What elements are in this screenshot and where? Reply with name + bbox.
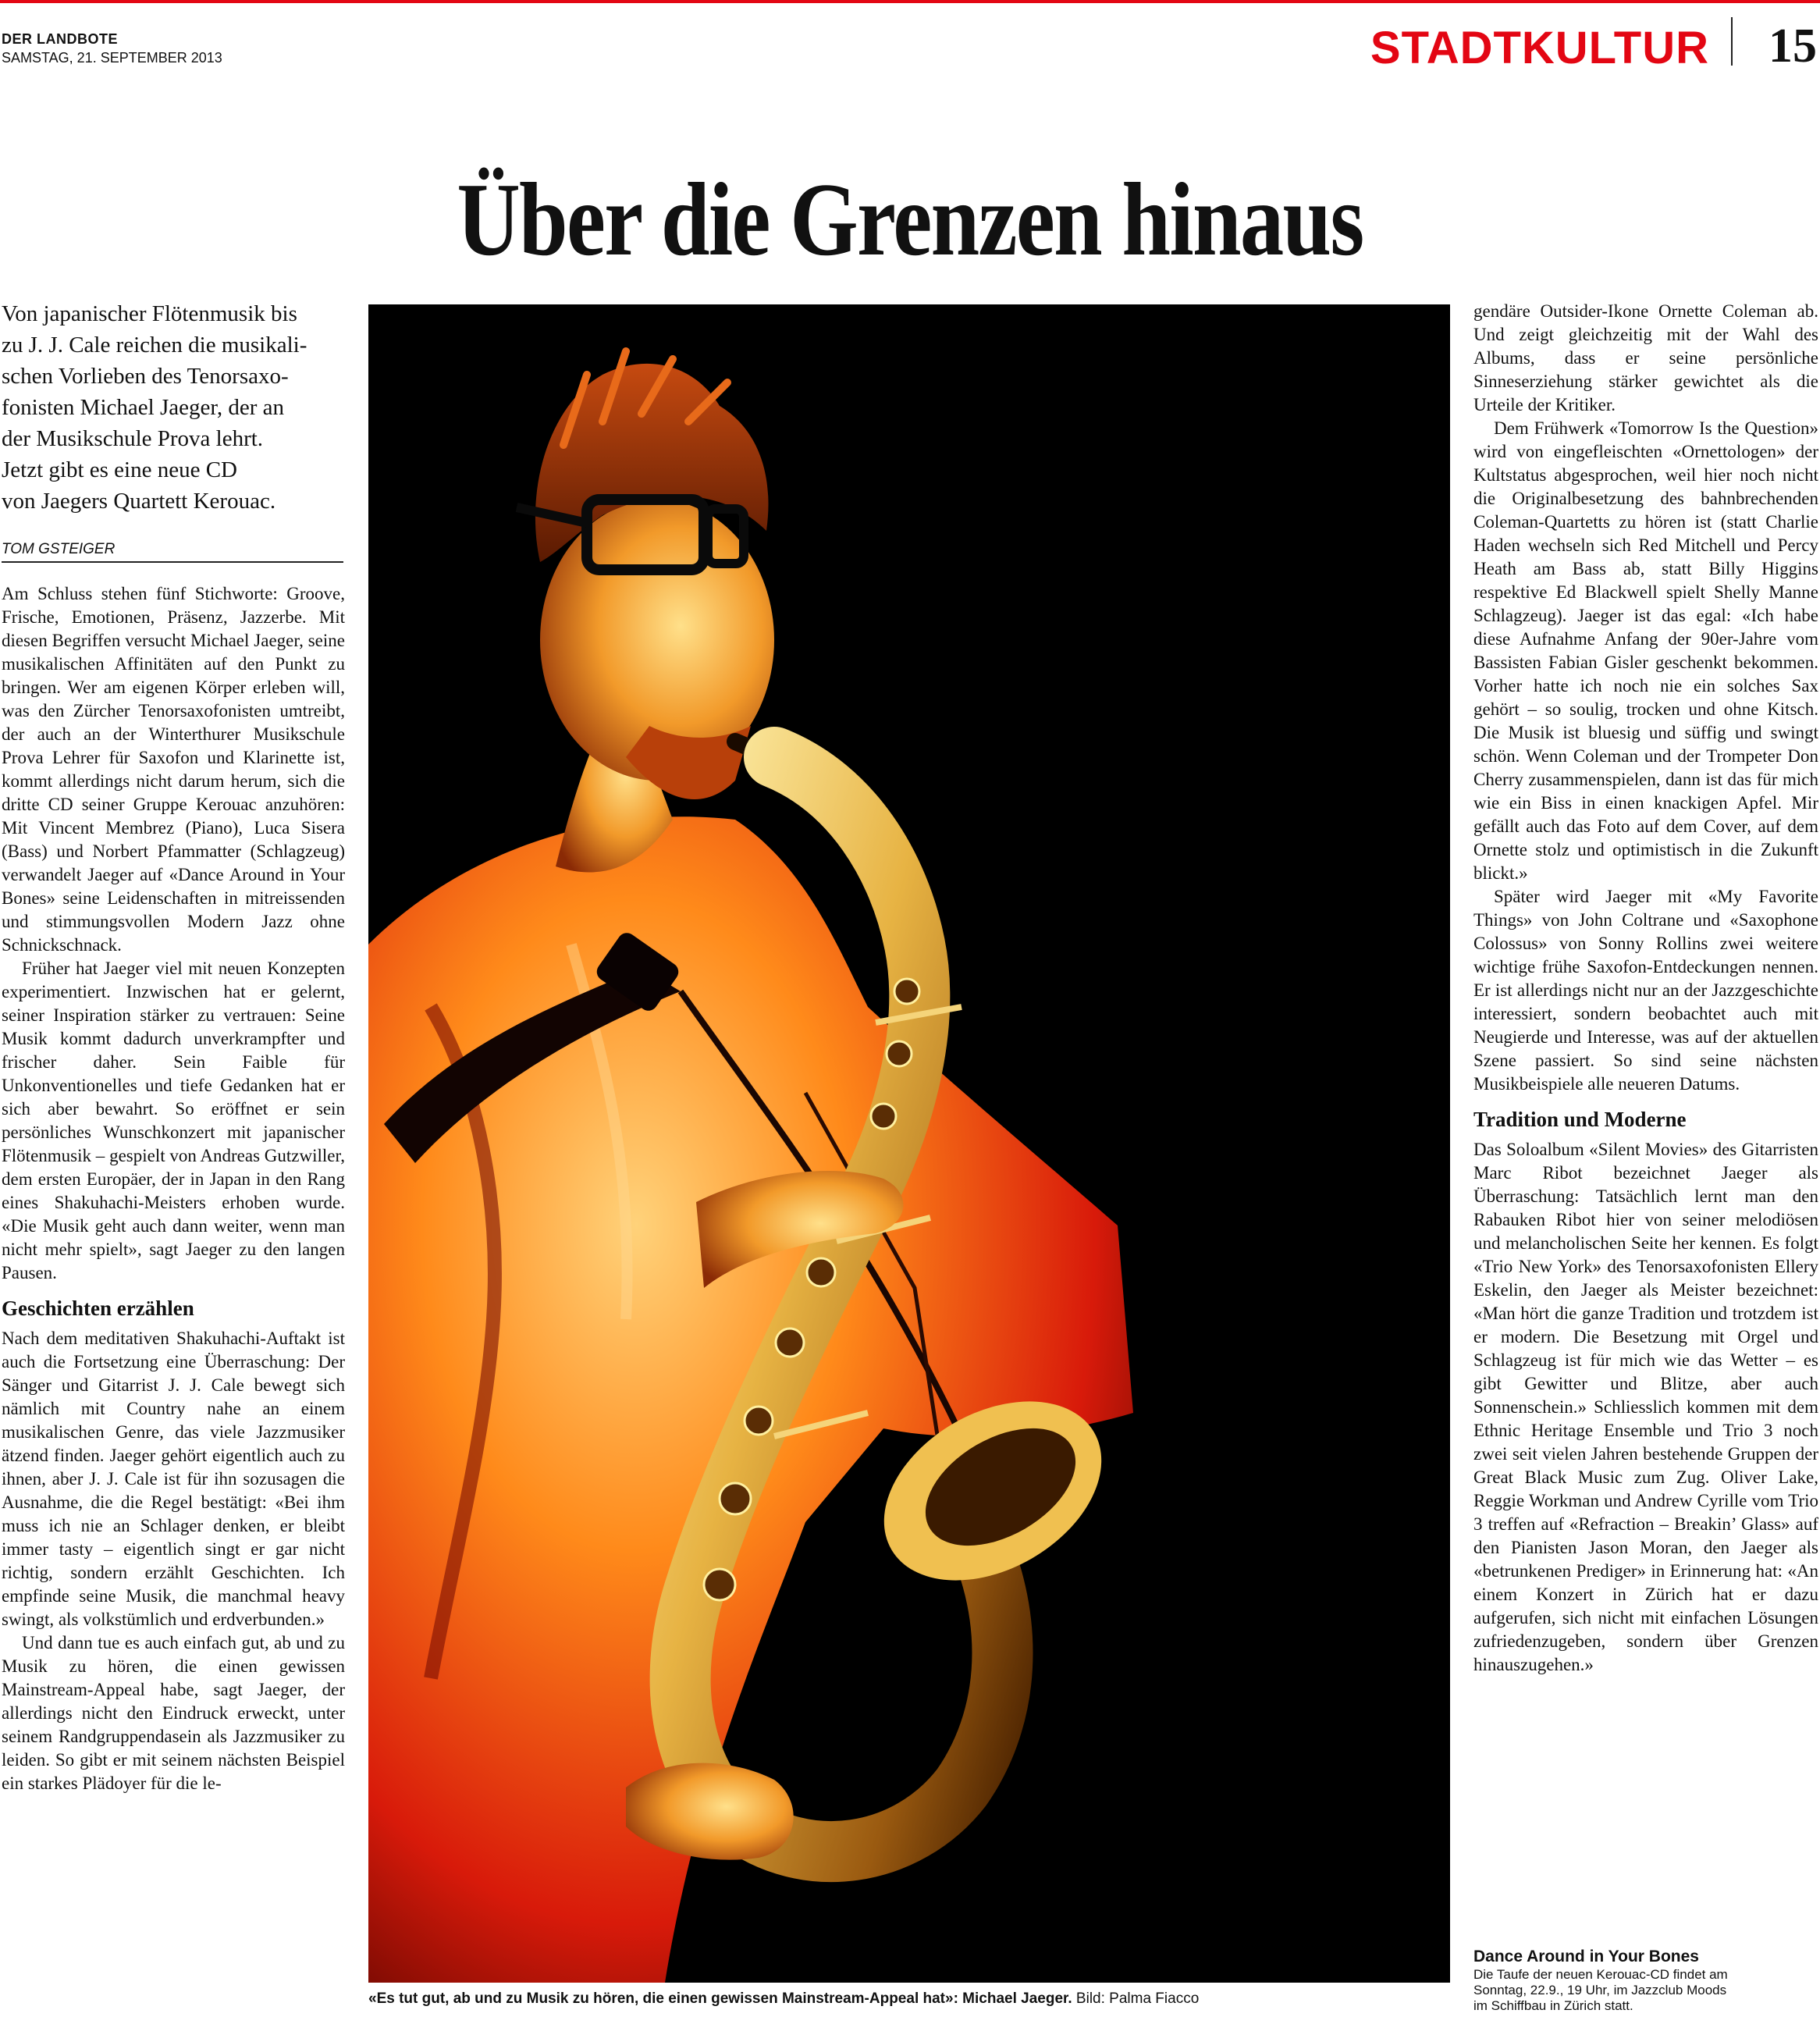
infobox-line: im Schiffbau in Zürich statt. xyxy=(1473,1998,1633,2013)
section-title: STADTKULTUR xyxy=(1370,23,1709,73)
lead-paragraph xyxy=(2,298,345,517)
body-paragraph: Das Soloalbum «Silent Movies» des Gitarristen Marc Ribot bezeichnet Jaeger als Überraschung: Tatsächlich lernt man den Rabauken Ribot hier von seiner melodiösen und melancholischen Seite her kennen. Es folgt «Trio New York» des Tenorsaxofonisten Ellery Eskelin, den Jaeger als Meister bezeichnet: «Man hört die ganze Tradition und trotzdem ist er modern. Die Besetzung mit Orgel und Schlagzeug ist für mich wie das Wetter – es gibt Gewitter und Blitze, aber auch Sonnenschein.» Schliesslich kommen mit dem Ethnic Heritage Ensemble und Trio 3 noch zwei seit vielen Jahren bestehende Gruppen der Great Black Music zum Zug. Oliver Lake, Reggie Workman und Andrew Cyrille vom Trio 3 treffen auf «Refraction – Breakin’ Glass» auf den Pianisten Jason Moran, den Jaeger als «betrunkenen Prediger» in Erinnerung hat: «An einem Konzert in Zürich hat er dazu aufgerufen, sich nicht mit einfachen Lösungen zufriedenzugeben, sondern über Grenzen hinauszugehen.» xyxy=(1473,1140,1818,1674)
lead-line: schen Vorlieben des Tenorsaxo- xyxy=(2,364,289,389)
infobox-line: Sonntag, 22.9., 19 Uhr, im Jazzclub Moods xyxy=(1473,1983,1727,1997)
top-accent-rule xyxy=(0,0,1820,3)
lead-line: von Jaegers Quartett Kerouac. xyxy=(2,489,276,514)
section-divider xyxy=(1731,17,1733,66)
photo-credit: Bild: Palma Fiacco xyxy=(1075,1990,1200,2007)
lead-line: Von japanischer Flötenmusik bis xyxy=(2,301,297,326)
page-number: 15 xyxy=(1768,20,1817,73)
issue-date: SAMSTAG, 21. SEPTEMBER 2013 xyxy=(2,50,222,66)
body-paragraph: Früher hat Jaeger viel mit neuen Konzepten experimentiert. Inzwischen hat er gelernt, seiner Inspiration stärker zu vertrauen: Seine Musik kommt dadurch unverkrampfter und frischer daher. Sein Faible für Unkonventionelles und tiefe Gedanken hat er sich aber bewahrt. So eröffnet er sein persönliches Wunschkonzert mit japanischer Flötenmusik – gespielt von Andreas Gutzwiller, dem ersten Europäer, der in Japan in den Rang eines Shakuhachi-Meisters erhoben wurde. «Die Musik geht auch dann weiter, wenn man nicht mehr spielt», sagt Jaeger zu den langen Pausen. xyxy=(2,959,345,1282)
right-text-column xyxy=(1473,300,1818,1912)
body-paragraph: Später wird Jaeger mit «My Favorite Things» von John Coltrane und «Saxophone Colossus» von Sonny Rollins zwei weitere wichtige frühe Saxofon-Entdeckungen nennen. Er ist allerdings nicht nur an der Jazzgeschichte interessiert, sondern beobachtet auch mit Neugierde und Interesse, was auf der aktuellen Szene passiert. So sind seine nächsten Musikbeispiele alle neueren Datums. xyxy=(1473,887,1818,1094)
lead-line: fonisten Michael Jaeger, der an xyxy=(2,395,284,420)
lead-line: Jetzt gibt es eine neue CD xyxy=(2,457,237,482)
subheading: Tradition und Moderne xyxy=(1473,1108,1687,1131)
body-paragraph: gendäre Outsider-Ikone Ornette Coleman ab. Und zeigt gleichzeitig mit der Wahl des Albums, dass er seine persönliche Sinneserziehung stärker gewichtet als die Urteile der Kritiker. xyxy=(1473,301,1818,414)
body-paragraph: Nach dem meditativen Shakuhachi-Auftakt ist auch die Fortsetzung eine Überraschung: Der Sänger und Gitarrist J. J. Cale bewegt sich nämlich mit Country nahe an einem musikalischen Genre, das viele Jazzmusiker ätzend finden. Jaeger gehört eigentlich auch zu ihnen, aber J. J. Cale ist für ihn sozusagen die Ausnahme, die die Regel bestätigt: «Bei ihm muss ich nie an Schlager denken, er bleibt immer tasty – eigentlich singt er gar nicht richtig, sondern erzählt Geschichten. Ich empfinde seine Musik, die manchmal heavy swingt, als volkstümlich und erdverbunden.» xyxy=(2,1329,345,1629)
newspaper-name: DER LANDBOTE xyxy=(2,31,118,47)
infobox-line: Die Taufe der neuen Kerouac-CD findet am xyxy=(1473,1967,1728,1982)
body-paragraph: Am Schluss stehen fünf Stichworte: Groove, Frische, Emotionen, Präsenz, Jazzerbe. Mit diesen Begriffen versucht Michael Jaeger, seine musikalischen Affinitäten auf den Punkt zu bringen. Wer am eigenen Körper erleben will, was den Zürcher Tenorsaxofonisten umtreibt, der auch an der Winterthurer Musikschule Prova Lehrer für Saxofon und Klarinette ist, kommt allerdings nicht darum herum, sich die dritte CD seiner Gruppe Kerouac anzuhören: Mit Vincent Membrez (Piano), Luca Sisera (Bass) und Norbert Pfammatter (Schlagzeug) verwandelt Jaeger auf «Dance Around in Your Bones» seine Leidenschaften in mitreissenden und stimmungsvollen Modern Jazz ohne Schnickschnack. xyxy=(2,584,345,955)
infobox-title: Dance Around in Your Bones xyxy=(1473,1948,1699,1965)
subheading: Geschichten erzählen xyxy=(2,1297,194,1320)
body-paragraph: Dem Frühwerk «Tomorrow Is the Question» wird von eingefleischten «Ornettologen» der Kultstatus abgesprochen, weil hier noch nicht die Originalbesetzung des bahnbrechenden Coleman-Quartetts zu hören ist (statt Charlie Haden wechseln sich Red Mitchell und Percy Heath am Bass ab, statt Billy Higgins respektive Ed Blackwell spielt Shelly Manne Schlagzeug). Jaeger ist das egal: «Ich habe diese Aufnahme Anfang der 90er-Jahre vom Bassisten Fabian Gisler geschenkt bekommen. Vorher hatte ich noch nie ein solches Sax gehört – so soulig, trocken und ohne Kitsch. Die Musik ist bluesig und süffig und swingt schön. Wenn Coleman und der Trompeter Don Cherry zusammenspielen, dann ist das für mich wie ein Biss in einen knackigen Apfel. Mir gefällt auch das Foto auf dem Cover, auf dem Ornette stolz und optimistisch in die Zukunft blickt.» xyxy=(1473,418,1818,883)
body-paragraph: Und dann tue es auch einfach gut, ab und zu Musik zu hören, die einen gewissen Mainstream-Appeal habe, sagt Jaeger, der allerdings nicht den Eindruck erweckt, unter seinem Randgruppendasein als Jazzmusiker zu leiden. So gibt er mit seinem nächsten Beispiel ein starkes Plädoyer für die le- xyxy=(2,1633,345,1793)
headline: Über die Grenzen hinaus xyxy=(457,162,1363,277)
lead-line: zu J. J. Cale reichen die musikali- xyxy=(2,333,307,358)
saxophonist-photo xyxy=(368,304,1450,1983)
lead-line: der Musikschule Prova lehrt. xyxy=(2,426,264,451)
caption-quote: «Es tut gut, ab und zu Musik zu hören, die einen gewissen Mainstream-Appeal hat»: Michael Jaeger. xyxy=(368,1990,1072,2007)
photo-caption xyxy=(368,1989,1453,2009)
left-text-column xyxy=(2,582,345,2015)
author-byline: TOM GSTEIGER xyxy=(2,541,343,563)
event-infobox xyxy=(1473,1947,1818,2014)
